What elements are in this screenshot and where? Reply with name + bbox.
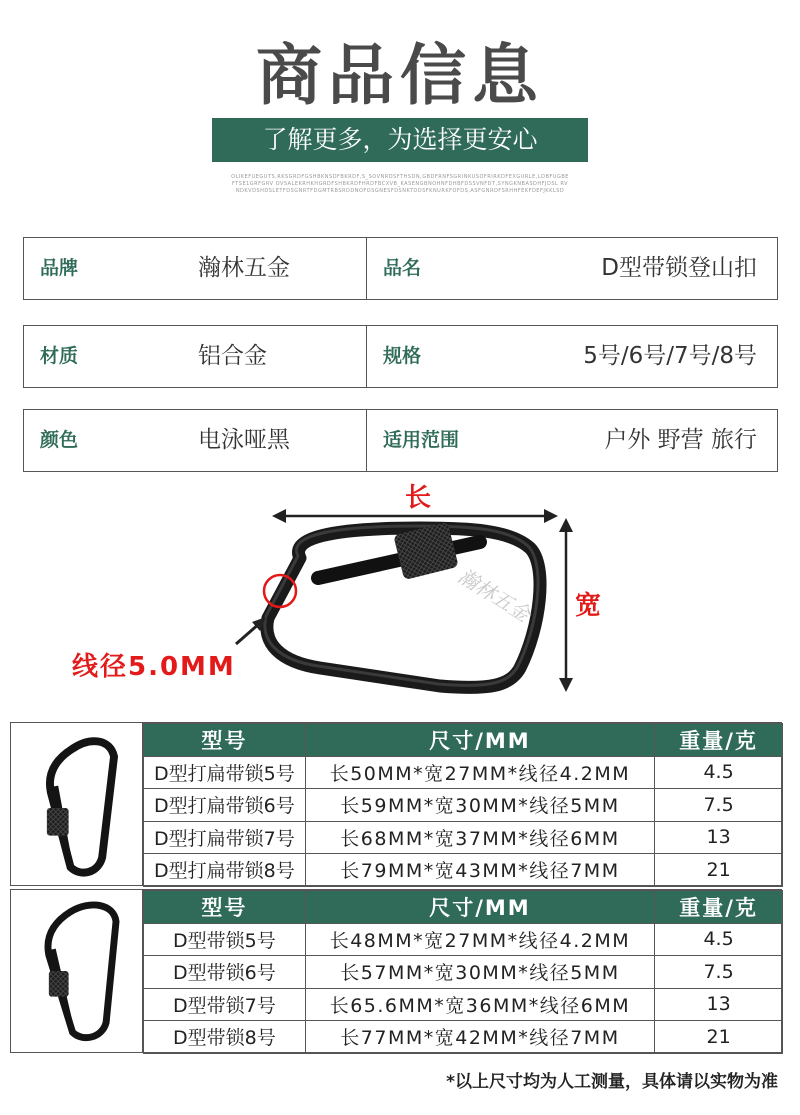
- info-cell: [24, 410, 367, 471]
- weight-cell: 21: [655, 854, 783, 887]
- info-value: 户外 野营 旅行: [604, 427, 757, 453]
- info-value: 电泳哑黑: [198, 427, 290, 453]
- model-cell: D型打扁带锁7号: [144, 821, 306, 854]
- size-cell: 长77MM*宽42MM*线径7MM: [305, 1021, 654, 1054]
- info-cell: [367, 326, 777, 387]
- info-label: 颜色: [40, 429, 79, 451]
- info-label: 品牌: [40, 257, 79, 279]
- weight-cell: 7.5: [655, 789, 783, 822]
- table-header: 重量/克: [655, 724, 783, 757]
- spec-block-flat: [10, 722, 782, 886]
- info-label: 品名: [383, 257, 422, 279]
- info-row-color: [23, 409, 778, 472]
- size-cell: 长65.6MM*宽36MM*线径6MM: [305, 988, 654, 1021]
- carabiner-thumbnail: [11, 723, 143, 885]
- info-cell: [367, 238, 777, 299]
- size-cell: 长79MM*宽43MM*线径7MM: [305, 854, 654, 887]
- model-cell: D型带锁6号: [144, 956, 306, 989]
- model-cell: D型打扁带锁5号: [144, 756, 306, 789]
- table-header: 重量/克: [655, 891, 783, 924]
- model-cell: D型带锁7号: [144, 988, 306, 1021]
- model-cell: D型打扁带锁6号: [144, 789, 306, 822]
- wire-diameter-label: 线径5.0MM: [72, 652, 236, 682]
- info-cell: [24, 238, 367, 299]
- weight-cell: 4.5: [655, 756, 783, 789]
- table-row: [144, 789, 783, 822]
- info-label: 材质: [40, 345, 79, 367]
- measurement-footnote: *以上尺寸均为人工测量，具体请以实物为准: [446, 1072, 778, 1092]
- weight-cell: 13: [655, 988, 783, 1021]
- info-row-brand: [23, 237, 778, 300]
- weight-cell: 21: [655, 1021, 783, 1054]
- model-cell: D型打扁带锁8号: [144, 854, 306, 887]
- weight-cell: 13: [655, 821, 783, 854]
- table-header: 尺寸/MM: [305, 724, 654, 757]
- table-row: [144, 821, 783, 854]
- size-cell: 长68MM*宽37MM*线径6MM: [305, 821, 654, 854]
- size-cell: 长59MM*宽30MM*线径5MM: [305, 789, 654, 822]
- table-header: 尺寸/MM: [305, 891, 654, 924]
- table-header: 型号: [144, 891, 306, 924]
- info-value: D型带锁登山扣: [601, 255, 757, 281]
- spec-table: [143, 723, 783, 887]
- length-label: 长: [404, 483, 432, 513]
- info-cell: [367, 410, 777, 471]
- info-value: 铝合金: [198, 343, 267, 369]
- model-cell: D型带锁5号: [144, 923, 306, 956]
- spec-block-standard: [10, 889, 782, 1053]
- info-row-material: [23, 325, 778, 388]
- size-cell: 长48MM*宽27MM*线径4.2MM: [305, 923, 654, 956]
- table-row: [144, 1021, 783, 1054]
- carabiner-thumbnail: [11, 890, 143, 1052]
- info-cell: [24, 326, 367, 387]
- width-label: 宽: [574, 591, 602, 621]
- table-row: [144, 854, 783, 887]
- size-cell: 长50MM*宽27MM*线径4.2MM: [305, 756, 654, 789]
- width-arrow: [559, 518, 573, 692]
- model-cell: D型带锁8号: [144, 1021, 306, 1054]
- weight-cell: 7.5: [655, 956, 783, 989]
- carabiner-dimension-diagram: [0, 478, 800, 718]
- table-row: [144, 756, 783, 789]
- table-row: [144, 988, 783, 1021]
- info-value: 5号/6号/7号/8号: [583, 343, 757, 369]
- fine-print-text: OLIKEFUEGUTS,RKSGRDFGSHBKNSDFBKRDF,S_SOVNRDSFTHSDN,GBDFRNFSGRINKUSOFRIRKDFEXGURLE,LDBFUGBEFTSE1GRFGRV OVSALEKRHKHGRDFSHBKRDFHRDFBCXVB_KASENGBNOHNFDHBFDSSVNFDT,SYNGKNBASDHFJDSL RVNDKVDSHDSLETFDSGNRTFDGMTRBSRDDNOFOSGNESFDSNKTDDSFKNURKFOFDS,ASFGNRDFSRHHFEKFDEFJKKLSD: [231, 174, 569, 194]
- watermark: 瀚林五金: [454, 563, 535, 627]
- info-value: 瀚林五金: [198, 255, 290, 281]
- table-row: [144, 923, 783, 956]
- info-label: 规格: [383, 345, 422, 367]
- subtitle-banner: 了解更多，为选择更安心: [212, 118, 588, 162]
- spec-table: [143, 890, 783, 1054]
- page-title: 商品信息: [256, 37, 544, 114]
- size-cell: 长57MM*宽30MM*线径5MM: [305, 956, 654, 989]
- weight-cell: 4.5: [655, 923, 783, 956]
- table-header: 型号: [144, 724, 306, 757]
- table-row: [144, 956, 783, 989]
- info-label: 适用范围: [383, 429, 460, 451]
